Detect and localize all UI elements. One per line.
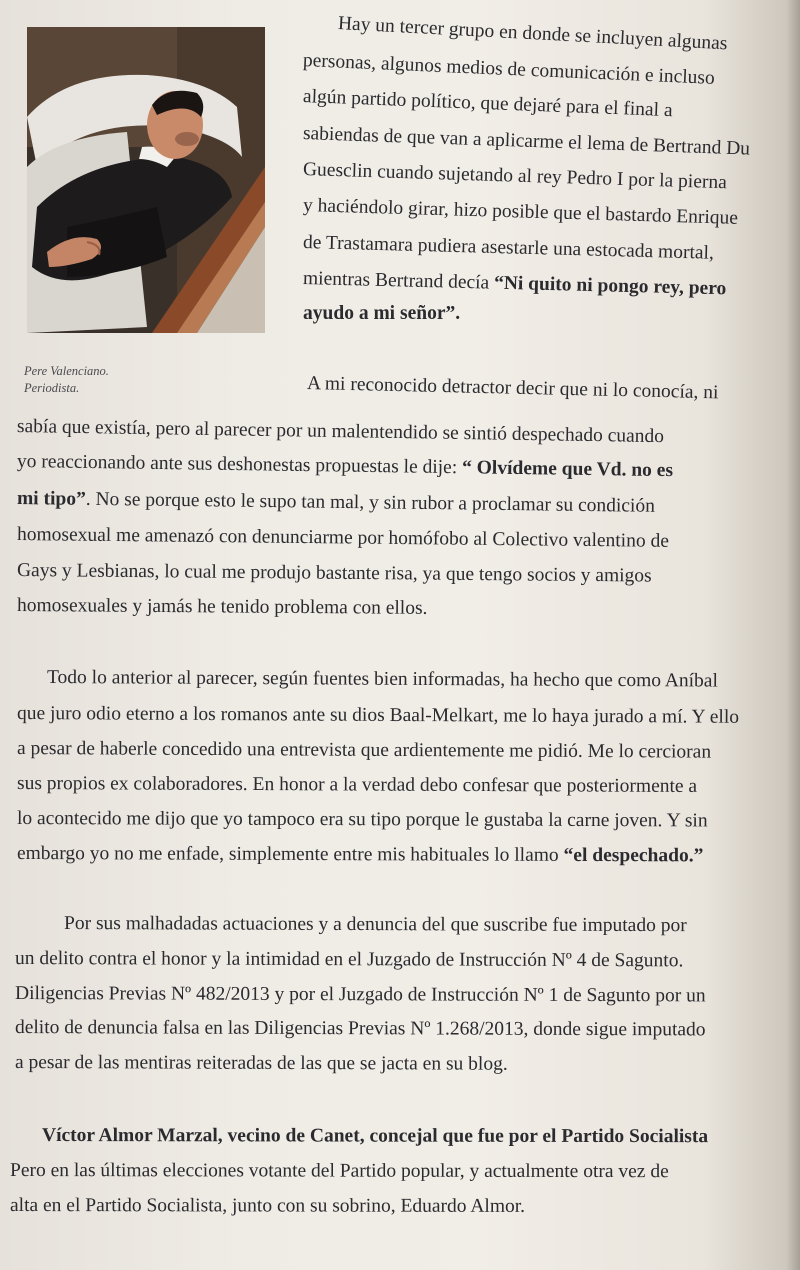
p5-line-1 bbox=[42, 1124, 708, 1149]
p1-line-9 bbox=[303, 302, 460, 326]
p1-line-7: de Trastamara pudiera asestarle una estocada mortal, bbox=[302, 232, 715, 264]
p3-line-6-text: embargo yo no me enfade, simplemente entre mis habituales lo llamo bbox=[16, 843, 564, 866]
p2-line-2: sabía que existía, pero al parecer por un malentendido se sintió despechado cuando bbox=[16, 416, 665, 448]
p3-line-2: que juro odio eterno a los romanos ante su dios Baal-Melkart, me lo haya jurado a mí. Y ello bbox=[16, 703, 740, 728]
quote-bertrand-2: ayudo a mi señor”. bbox=[303, 303, 461, 324]
p2-line-4 bbox=[17, 487, 655, 519]
p1-line-8 bbox=[303, 267, 727, 301]
p5-line-3: alta en el Partido Socialista, junto con su sobrino, Eduardo Almor. bbox=[9, 1195, 526, 1217]
quote-despechado: “el despechado.” bbox=[563, 844, 704, 867]
p4-line-4: delito de denuncia falsa en las Diligencias Previas Nº 1.268/2013, donde sigue imputado bbox=[14, 1017, 706, 1041]
p2-line-4-text: . No se porque esto le supo tan mal, y sin rubor a proclamar su condición bbox=[85, 488, 656, 517]
p2-line-6: Gays y Lesbianas, lo cual me produjo bastante risa, ya que tengo socios y amigos bbox=[16, 560, 652, 587]
p3-line-5: lo acontecido me dijo que yo tampoco era su tipo porque le gustaba la carne joven. Y sin bbox=[16, 808, 708, 832]
p4-line-1: Por sus malhadadas actuaciones y a denuncia del que suscribe fue imputado por bbox=[63, 913, 687, 937]
p2-line-3 bbox=[17, 450, 673, 483]
quote-mi-tipo: mi tipo” bbox=[16, 488, 86, 510]
caption-name: Pere Valenciano. bbox=[24, 364, 109, 378]
p4-line-3: Diligencias Previas Nº 482/2013 y por el Juzgado de Instrucción Nº 1 de Sagunto por un bbox=[14, 983, 706, 1007]
caption-role: Periodista. bbox=[24, 381, 80, 395]
p4-line-2: un delito contra el honor y la intimidad en el Juzgado de Instrucción Nº 4 de Sagunto. bbox=[14, 948, 684, 972]
photo-caption bbox=[24, 363, 109, 397]
p3-line-6 bbox=[17, 842, 703, 868]
p1-line-5: Guesclin cuando sujetando al rey Pedro I por la pierna bbox=[302, 159, 728, 194]
portrait-illustration bbox=[27, 27, 265, 333]
quote-bertrand-1: “Ni quito ni pongo rey, pero bbox=[493, 272, 727, 300]
p5-line-2: Pero en las últimas elecciones votante del Partido popular, y actualmente otra vez de bbox=[9, 1160, 669, 1183]
p3-line-1: Todo lo anterior al parecer, según fuentes bien informadas, ha hecho que como Aníbal bbox=[46, 667, 718, 692]
quote-olvideme: “ Olvídeme que Vd. no es bbox=[461, 457, 674, 482]
p2-line-7: homosexuales y jamás he tenido problema con ellos. bbox=[16, 595, 428, 619]
p2-line-1: A mi reconocido detractor decir que ni lo conocía, ni bbox=[306, 373, 719, 404]
p3-line-3: a pesar de haberle concedido una entrevista que ardientemente me pidió. Me lo cercioran bbox=[16, 738, 712, 763]
p4-line-5: a pesar de las mentiras reiteradas de las que se jacta en su blog. bbox=[14, 1052, 508, 1075]
p1-line-2: personas, algunos medios de comunicación e incluso bbox=[302, 50, 716, 89]
p5-bold-heading: Víctor Almor Marzal, vecino de Canet, concejal que fue por el Partido Socialista bbox=[41, 1125, 709, 1148]
p1-line-6: y haciéndolo girar, hizo posible que el bastardo Enrique bbox=[302, 195, 739, 229]
p2-line-5: homosexual me amenazó con denunciarme por homófobo al Colectivo valentino de bbox=[16, 524, 670, 552]
p1-line-1: Hay un tercer grupo en donde se incluyen algunas bbox=[337, 13, 728, 55]
p1-line-8-text: mientras Bertrand decía bbox=[302, 268, 495, 294]
p3-line-4: sus propios ex colaboradores. En honor a la verdad debo confesar que posteriormente a bbox=[16, 773, 698, 797]
book-spine-shadow bbox=[786, 0, 800, 1270]
p1-line-4: sabiendas de que van a aplicarme el lema de Bertrand Du bbox=[302, 123, 751, 160]
portrait-photo bbox=[27, 27, 265, 333]
p2-line-3-text: yo reaccionando ante sus deshonestas propuestas le dije: bbox=[16, 451, 463, 479]
p1-line-3: algún partido político, que dejaré para el final a bbox=[302, 86, 673, 122]
